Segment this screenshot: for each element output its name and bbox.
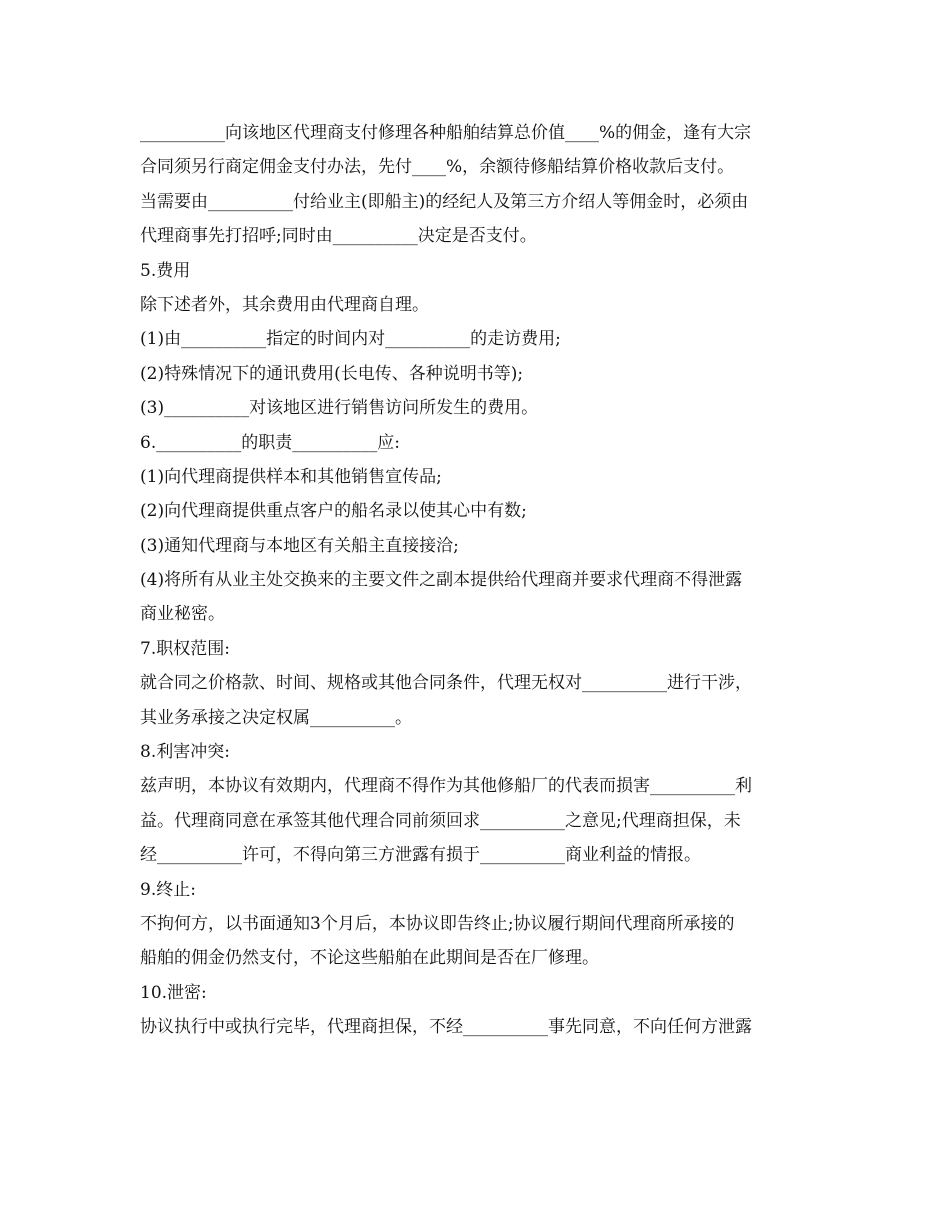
section-heading: 10.泄密: [140,982,207,1003]
list-item: (1)向代理商提供样本和其他销售宣传品; [140,466,442,487]
text-line: 船舶的佣金仍然支付，不论这些船舶在此期间是否在厂修理。 [140,948,599,969]
text-line: 就合同之价格款、时间、规格或其他合同条件，代理无权对__________进行干涉， [140,673,752,694]
text-line: 商业秘密。 [140,604,225,625]
text-line: 其业务承接之决定权属__________。 [140,707,412,728]
text-line: 益。代理商同意在承签其他代理合同前须回求__________之意见;代理商担保，未 [140,810,741,831]
section-heading: 8.利害冲突: [140,742,230,763]
text-line: 协议执行中或执行完毕，代理商担保，不经__________事先同意，不向任何方泄露 [140,1017,752,1038]
text-line: 不拘何方，以书面通知3个月后，本协议即告终止;协议履行期间代理商所承接的 [140,913,735,934]
section-heading: 6.__________的职责__________应: [140,432,400,453]
document-body [140,116,820,1045]
list-item: (2)向代理商提供重点客户的船名录以使其心中有数; [140,501,527,522]
list-item: (4)将所有从业主处交换来的主要文件之副本提供给代理商并要求代理商不得泄露 [140,570,743,591]
list-item: (2)特殊情况下的通讯费用(长电传、各种说明书等); [140,363,524,384]
text-line: 合同须另行商定佣金支付办法，先付____%，余额待修船结算价格收款后支付。 [140,157,735,178]
text-line: 兹声明，本协议有效期内，代理商不得作为其他修船厂的代表而损害__________利 [140,776,752,797]
section-heading: 5.费用 [140,260,191,281]
text-line: 经__________许可，不得向第三方泄露有损于__________商业利益的情报。 [140,845,701,866]
text-line: __________向该地区代理商支付修理各种船舶结算总价值____%的佣金，逢有大宗 [140,123,752,143]
section-heading: 9.终止: [140,879,196,900]
text-line: 代理商事先打招呼;同时由__________决定是否支付。 [140,226,537,247]
text-line: 除下述者外，其余费用由代理商自理。 [140,294,429,315]
list-item: (3)通知代理商与本地区有关船主直接接洽; [140,535,459,556]
section-heading: 7.职权范围: [140,638,230,659]
text-line: 当需要由__________付给业主(即船主)的经纪人及第三方介绍人等佣金时，必须由 [140,191,749,212]
list-item: (3)__________对该地区进行销售访问所发生的费用。 [140,398,539,419]
list-item: (1)由__________指定的时间内对__________的走访费用; [140,329,561,350]
